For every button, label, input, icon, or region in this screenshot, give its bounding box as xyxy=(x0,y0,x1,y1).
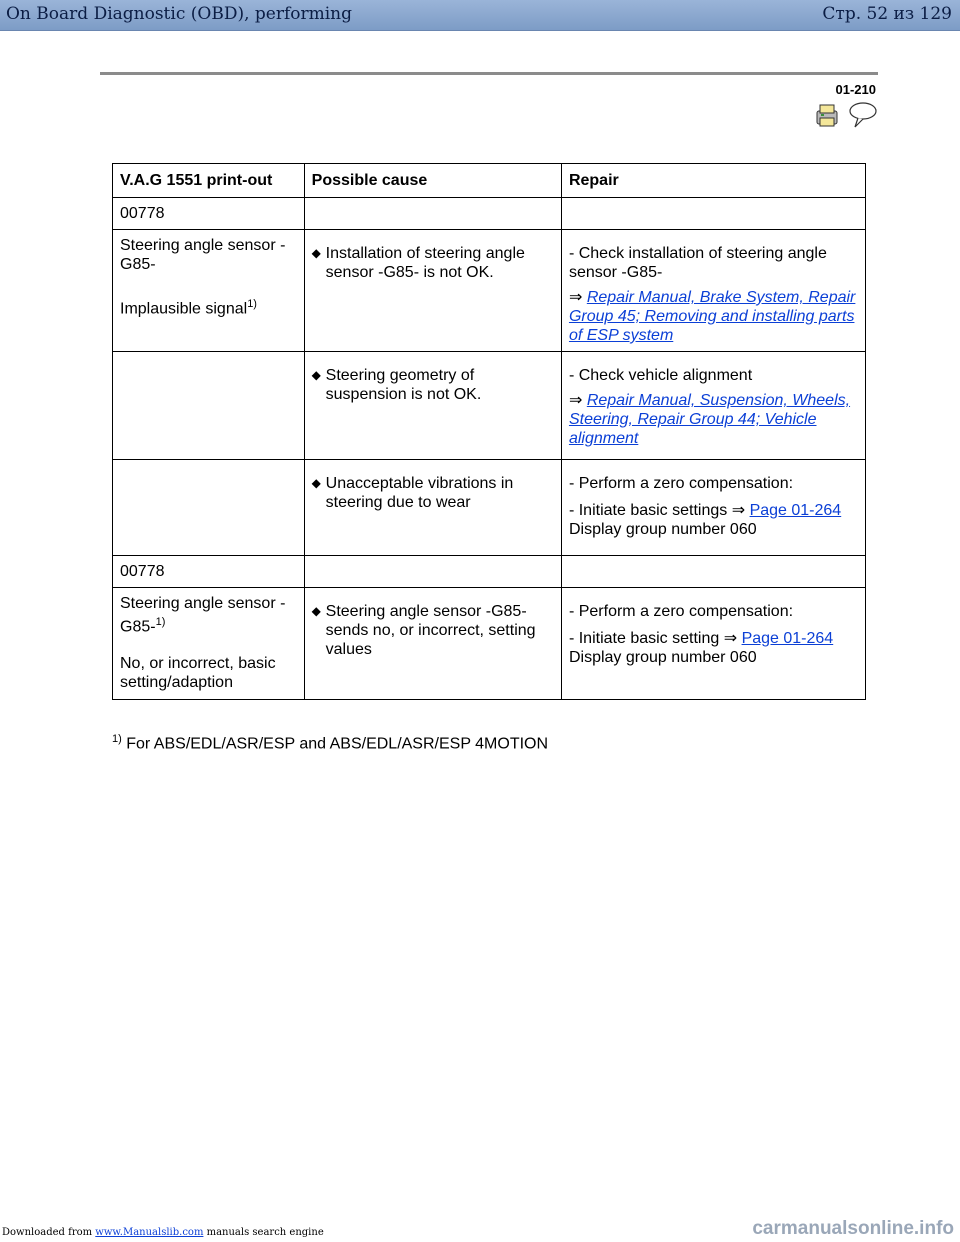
signal-label: Implausible signal$^{1)}$ xyxy=(120,298,257,318)
page-code: 01-210 xyxy=(835,82,876,97)
watermark: carmanualsonline.info xyxy=(752,1218,954,1239)
cause-cell xyxy=(304,460,561,556)
cause-text: Steering angle sensor -G85- sends no, or incorrect, setting values xyxy=(325,603,536,658)
repair-text: - Perform a zero compensation: xyxy=(568,603,794,620)
table-row xyxy=(113,588,866,700)
table-row xyxy=(113,556,866,588)
diamond-bullet-icon: ◆ xyxy=(311,368,321,382)
table-row xyxy=(113,352,866,460)
repair-manual-link[interactable]: Repair Manual, Suspension, Wheels, Steering, Repair Group 44; Vehicle alignment xyxy=(568,392,851,447)
setting-label: No, or incorrect, basic setting/adaption xyxy=(120,655,276,692)
column-header-repair: Repair xyxy=(561,164,865,198)
footnote-text: For ABS/EDL/ASR/ESP and ABS/EDL/ASR/ESP 4MOTION xyxy=(126,735,549,753)
column-header-cause: Possible cause xyxy=(304,164,561,198)
diagnostic-table xyxy=(112,163,866,700)
manualslib-link[interactable]: www.Manualslib.com xyxy=(95,1227,204,1238)
header-rule xyxy=(100,72,878,75)
repair-cell: - Perform a zero compensation: - Initiate basic setting ⇒ Page 01-264 Display group number 060 xyxy=(561,588,865,700)
sensor-label: Steering angle sensor -G85- xyxy=(120,237,286,273)
column-header-printout: V.A.G 1551 print-out xyxy=(113,164,305,198)
download-source: Downloaded from www.Manualslib.com manuals search engine xyxy=(2,1227,324,1238)
cause-cell xyxy=(304,352,561,460)
speech-bubble-icon[interactable] xyxy=(850,103,876,127)
cause-cell xyxy=(304,230,561,352)
title-bar xyxy=(0,0,960,31)
diamond-bullet-icon: ◆ xyxy=(311,476,321,490)
cause-text: Steering geometry of suspension is not OK. xyxy=(325,367,482,403)
page-link[interactable]: Page 01-264 xyxy=(749,502,842,519)
print-icon[interactable] xyxy=(817,105,837,126)
fault-code: 00778 xyxy=(113,198,305,230)
repair-text: - Perform a zero compensation: xyxy=(568,475,794,492)
printout-cell xyxy=(113,588,305,700)
printout-cell xyxy=(113,230,305,352)
sensor-label: Steering angle sensor -G85-$^{1)}$ xyxy=(120,595,286,636)
arrow-icon: ⇒ xyxy=(731,502,746,519)
fault-code: 00778 xyxy=(113,556,305,588)
repair-text: - Check vehicle alignment xyxy=(568,367,753,384)
repair-manual-link[interactable]: Repair Manual, Brake System, Repair Group 45; Removing and installing parts of ESP system xyxy=(568,289,856,344)
table-row xyxy=(113,198,866,230)
footnote-marker: 1) xyxy=(112,733,122,745)
arrow-icon: ⇒ xyxy=(568,289,583,306)
repair-cell: - Perform a zero compensation: - Initiate basic settings ⇒ Page 01-264 Display group number 060 xyxy=(561,460,865,556)
arrow-icon: ⇒ xyxy=(568,392,583,409)
cause-cell xyxy=(304,588,561,700)
table-header-row xyxy=(113,164,866,198)
document-title: On Board Diagnostic (OBD), performing xyxy=(6,4,352,24)
page-counter: Стр. 52 из 129 xyxy=(822,4,952,24)
table-row xyxy=(113,460,866,556)
repair-cell xyxy=(561,230,865,352)
repair-cell xyxy=(561,352,865,460)
table-row xyxy=(113,230,866,352)
diamond-bullet-icon: ◆ xyxy=(311,604,321,618)
footnote xyxy=(112,733,548,753)
cause-text: Installation of steering angle sensor -G85- is not OK. xyxy=(325,245,525,281)
arrow-icon: ⇒ xyxy=(723,630,738,647)
cause-text: Unacceptable vibrations in steering due to wear xyxy=(325,475,514,511)
page-link[interactable]: Page 01-264 xyxy=(741,630,834,647)
diamond-bullet-icon: ◆ xyxy=(311,246,321,260)
toolbar-icons xyxy=(815,102,879,130)
repair-text: - Check installation of steering angle sensor -G85- xyxy=(568,245,827,281)
